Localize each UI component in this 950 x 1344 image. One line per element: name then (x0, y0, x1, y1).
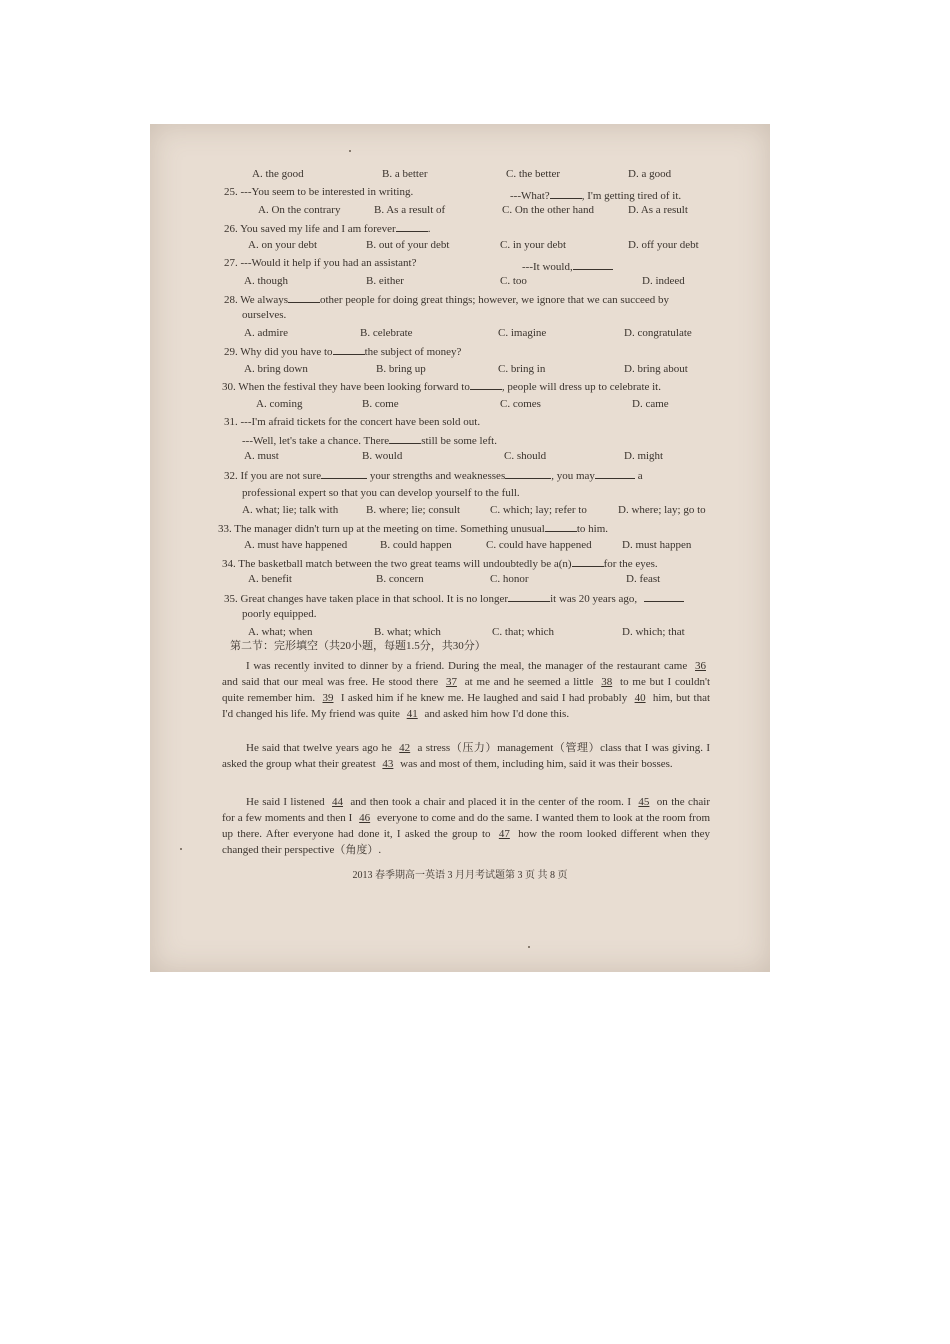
answer-blank (470, 378, 502, 390)
option-a: A. must have happened (244, 539, 348, 551)
passage-text: I asked him if he knew me. He laughed and said I had probably (340, 692, 628, 704)
passage-text: everyone to come and do the same. I wanted them to look at the room from up there. After everyone had done it, I asked the group to (222, 812, 711, 840)
option-c: C. honor (490, 573, 529, 585)
passage-paragraph-1 (222, 658, 710, 722)
q32-stem-b: your strengths and weaknesses (369, 470, 506, 482)
cloze-blank-45: 45 (638, 796, 650, 808)
option-b: B. bring up (376, 363, 426, 375)
q35-stem-post: it was 20 years ago, (550, 593, 638, 605)
cloze-blank-46: 46 (359, 812, 371, 824)
q25-stem: 25. ---You seem to be interested in writing. (224, 186, 414, 198)
option-d: D. feast (626, 573, 661, 585)
q26-options (248, 237, 950, 253)
option-c: C. too (500, 275, 527, 287)
option-d: D. off your debt (628, 239, 699, 251)
option-b: B. what; which (374, 626, 441, 638)
option-b: B. where; lie; consult (366, 504, 461, 516)
q27-options (244, 273, 950, 289)
passage-text: on the chair for a few moments and then I (222, 796, 711, 824)
option-d: D. might (624, 450, 664, 462)
q30-stem (222, 378, 661, 395)
option-a: A. must (244, 450, 279, 462)
option-d: D. congratulate (624, 327, 692, 339)
q34-stem-post: for the eyes. (603, 558, 658, 570)
option-b: B. celebrate (360, 327, 413, 339)
option-b: B. either (366, 275, 404, 287)
answer-blank (644, 590, 684, 602)
q25-reply-post: , I'm getting tired of it. (581, 190, 682, 202)
q29-stem (224, 343, 461, 360)
q34-stem (222, 555, 658, 572)
passage-text: He said I listened (246, 796, 325, 808)
q31-line2-post: still be some left. (421, 435, 497, 447)
q31-options (244, 448, 950, 464)
option-d: D. came (632, 398, 669, 410)
option-a: A. what; when (248, 626, 313, 638)
answer-blank (288, 291, 320, 303)
option-a: A. benefit (248, 573, 292, 585)
q29-stem-pre: 29. Why did you have to (224, 346, 333, 358)
q33-stem-post: to him. (576, 523, 609, 535)
q28-stem-line2: ourselves. (242, 309, 287, 321)
q35-stem (224, 590, 684, 607)
cloze-blank-41: 41 (406, 708, 418, 720)
q24-options (248, 166, 950, 182)
option-d: D. where; lay; go to (618, 504, 706, 516)
option-b: B. would (362, 450, 403, 462)
answer-blank (396, 220, 428, 232)
option-c: C. should (504, 450, 547, 462)
q32-line2: professional expert so that you can develop yourself to the full. (242, 487, 520, 499)
q26-stem-text: 26. You saved my life and I am forever (224, 223, 396, 235)
q32-stem-a: 32. If you are not sure (224, 470, 322, 482)
option-c: C. imagine (498, 327, 547, 339)
option-b: B. come (362, 398, 399, 410)
passage-text: He said that twelve years ago he (246, 742, 392, 754)
option-b: B. out of your debt (366, 239, 450, 251)
passage-text: a stress（压力）management（管理）class that I was giving. I asked the group what their greatest (222, 742, 711, 770)
passage-text: him, but that I'd changed his life. My friend was quite (222, 692, 711, 720)
option-a: A. On the contrary (258, 204, 341, 216)
cloze-blank-40: 40 (634, 692, 646, 704)
scan-speck (180, 848, 182, 850)
answer-blank (573, 258, 613, 270)
q33-stem-pre: 33. The manager didn't turn up at the meeting on time. Something unusual (218, 523, 545, 535)
option-c: C. which; lay; refer to (490, 504, 587, 516)
cloze-blank-39: 39 (322, 692, 334, 704)
q27-stem: 27. ---Would it help if you had an assistant? (224, 257, 417, 269)
q31-stem: 31. ---I'm afraid tickets for the concert have been sold out. (224, 416, 481, 428)
q34-stem-pre: 34. The basketball match between the two great teams will undoubtedly be a(n) (222, 558, 572, 570)
q32-stem-d: a (637, 470, 643, 482)
q29-stem-post: the subject of money? (364, 346, 462, 358)
q35-stem-pre: 35. Great changes have taken place in that school. It is no longer (224, 593, 509, 605)
passage-paragraph-3 (222, 794, 710, 858)
passage-text: I was recently invited to dinner by a friend. During the meal, the manager of the restaurant came (246, 660, 688, 672)
answer-blank (505, 467, 551, 479)
q31-line2 (242, 432, 497, 449)
q34-options (248, 571, 950, 587)
cloze-blank-43: 43 (382, 758, 394, 770)
option-b: B. concern (376, 573, 424, 585)
passage-text: and asked him how I'd done this. (424, 708, 570, 720)
passage-paragraph-2 (222, 740, 710, 772)
q30-options (248, 396, 950, 412)
answer-blank (595, 467, 635, 479)
scan-speck (349, 150, 351, 152)
q28-stem-pre: 28. We always (224, 294, 288, 306)
option-b: B. a better (382, 168, 428, 180)
answer-blank (321, 467, 367, 479)
cloze-blank-38: 38 (601, 676, 613, 688)
q32-stem-c: , you may (551, 470, 595, 482)
cloze-blank-44: 44 (332, 796, 344, 808)
option-a: A. on your debt (248, 239, 318, 251)
option-c: C. bring in (498, 363, 546, 375)
answer-blank (389, 432, 421, 444)
answer-blank (572, 555, 604, 567)
q26-stem: 26. You saved my life and I am forever . (224, 220, 430, 237)
q30-stem-post: , people will dress up to celebrate it. (501, 381, 661, 393)
q30-stem-pre: 30. When the festival they have been looking forward to (222, 381, 470, 393)
answer-blank (545, 520, 577, 532)
q32-stem (224, 467, 643, 484)
cloze-blank-42: 42 (399, 742, 411, 754)
option-d: D. must happen (622, 539, 692, 551)
option-b: B. As a result of (374, 204, 446, 216)
q25-reply-pre: ---What? (510, 190, 550, 202)
cloze-blank-47: 47 (498, 828, 510, 840)
option-a: A. coming (256, 398, 303, 410)
passage-text: and then took a chair and placed it in the center of the room. I (350, 796, 631, 808)
passage-text: and said that our meal was free. He stood there (222, 676, 439, 688)
section-title: 第二节：完形填空（共20小题，每题1.5分，共30分） (230, 640, 486, 652)
q32-options (242, 502, 950, 518)
option-c: C. comes (500, 398, 541, 410)
q27-reply-text: ---It would, (522, 261, 573, 273)
q28-stem (224, 291, 669, 308)
q28-stem-post: other people for doing great things; however, we ignore that we can succeed by (319, 294, 669, 306)
option-a: A. admire (244, 327, 288, 339)
cloze-blank-36: 36 (695, 660, 706, 672)
q31-line2-pre: ---Well, let's take a chance. There (242, 435, 390, 447)
q35-line2: poorly equipped. (242, 608, 317, 620)
q33-stem (218, 520, 608, 537)
option-c: C. could have happened (486, 539, 592, 551)
option-d: D. which; that (622, 626, 685, 638)
option-a: A. bring down (244, 363, 308, 375)
passage-text: to me but I couldn't quite remember him. (222, 676, 711, 704)
option-a: A. what; lie; talk with (242, 504, 339, 516)
cloze-blank-37: 37 (445, 676, 457, 688)
answer-blank (333, 343, 365, 355)
option-d: D. As a result (628, 204, 688, 216)
option-c: C. On the other hand (502, 204, 594, 216)
q28-options (244, 325, 950, 341)
option-b: B. could happen (380, 539, 452, 551)
passage-text: was and most of them, including him, said it was their bosses. (400, 758, 673, 770)
option-d: D. a good (628, 168, 672, 180)
option-d: D. bring about (624, 363, 688, 375)
answer-blank (508, 590, 550, 602)
answer-blank (550, 187, 582, 199)
option-c: C. in your debt (500, 239, 566, 251)
q33-options (244, 537, 950, 553)
option-c: C. the better (506, 168, 561, 180)
option-a: A. though (244, 275, 288, 287)
q29-options (244, 361, 950, 377)
option-a: A. the good (252, 168, 304, 180)
option-c: C. that; which (492, 626, 555, 638)
page-footer: 2013 春季期高一英语 3 月月考试题第 3 页 共 8 页 (352, 870, 568, 881)
q25-options (248, 202, 950, 218)
scan-speck (528, 946, 530, 948)
passage-text: at me and he seemed a little (464, 676, 594, 688)
passage-text: how the room looked different when they changed their perspective（角度）. (222, 828, 710, 856)
option-d: D. indeed (642, 275, 685, 287)
